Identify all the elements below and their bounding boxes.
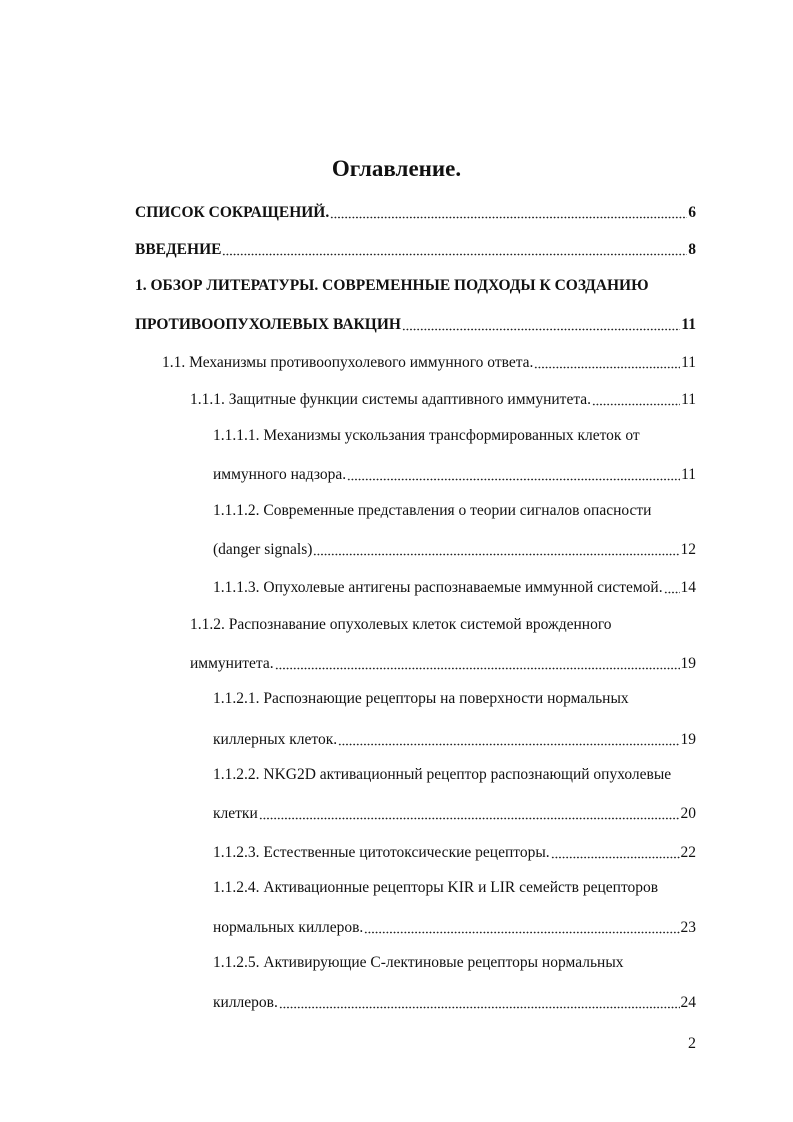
toc-entry-text-continued: (danger signals) bbox=[213, 541, 313, 558]
dot-leader bbox=[364, 918, 679, 934]
toc-entry-text[interactable]: 1.1.2.2. NKG2D активационный рецептор распознающий опухолевые bbox=[213, 766, 672, 783]
toc-entry-text[interactable]: 1.1.2.1. Распознающие рецепторы на поверхности нормальных bbox=[213, 690, 629, 707]
toc-entry-text-continued: ПРОТИВООПУХОЛЕВЫХ ВАКЦИН bbox=[135, 316, 401, 333]
toc-entry-text-continued: иммунитета. bbox=[190, 655, 274, 672]
toc-entry-text[interactable]: 1.1.1.1. Механизмы ускользания трансформированных клеток от bbox=[213, 427, 640, 444]
dot-leader bbox=[338, 730, 679, 746]
toc-entry-page: 19 bbox=[680, 731, 696, 748]
dot-leader bbox=[275, 654, 680, 670]
toc-entry-text: 1.1.1. Защитные функции системы адаптивного иммунитета. bbox=[190, 391, 592, 408]
dot-leader bbox=[402, 315, 680, 331]
toc-entry-text: ВВЕДЕНИЕ bbox=[135, 241, 222, 258]
toc-entry-1-1-1[interactable] bbox=[190, 388, 696, 410]
toc-entry-page: 20 bbox=[680, 805, 696, 822]
toc-entry-introduction[interactable] bbox=[135, 238, 696, 260]
toc-entry-page: 14 bbox=[680, 579, 696, 596]
toc-entry-page: 8 bbox=[688, 241, 696, 258]
dot-leader bbox=[259, 804, 680, 820]
dot-leader bbox=[534, 353, 680, 369]
toc-entry-1-1-2-3[interactable] bbox=[213, 841, 696, 863]
toc-entry-page: 24 bbox=[680, 994, 696, 1011]
toc-entry-page: 11 bbox=[681, 466, 696, 483]
page-number: 2 bbox=[688, 1035, 696, 1052]
dot-leader bbox=[222, 240, 687, 256]
dot-leader bbox=[592, 390, 680, 406]
page-title: Оглавление. bbox=[331, 156, 462, 181]
toc-entry-page: 22 bbox=[680, 844, 696, 861]
toc-entry-text[interactable]: 1.1.2.4. Активационные рецепторы KIR и LIR семейств рецепторов bbox=[213, 879, 659, 896]
toc-entry-text-continued: клетки bbox=[213, 805, 258, 822]
toc-entry-abbreviations[interactable] bbox=[135, 201, 696, 223]
toc-entry-text: 1.1. Механизмы противоопухолевого иммунного ответа. bbox=[162, 354, 534, 371]
dot-leader bbox=[664, 578, 680, 594]
dot-leader bbox=[279, 993, 680, 1009]
toc-entry-text: 1.1.2.3. Естественные цитотоксические рецепторы. bbox=[213, 844, 550, 861]
toc-entry-1-1-2-4[interactable] bbox=[213, 916, 696, 938]
toc-entry-1-1[interactable] bbox=[162, 351, 696, 373]
toc-entry-text[interactable]: 1. ОБЗОР ЛИТЕРАТУРЫ. СОВРЕМЕННЫЕ ПОДХОДЫ К СОЗДАНИЮ bbox=[135, 277, 649, 294]
dot-leader bbox=[551, 843, 680, 859]
toc-entry-1-1-1-3[interactable] bbox=[213, 576, 696, 598]
toc-entry-1-1-1-2[interactable] bbox=[213, 538, 696, 560]
dot-leader bbox=[330, 203, 687, 219]
toc-entry-text: СПИСОК СОКРАЩЕНИЙ. bbox=[135, 204, 330, 221]
toc-entry-page: 23 bbox=[680, 919, 696, 936]
toc-entry-page: 11 bbox=[681, 354, 696, 371]
toc-entry-text-continued: киллеров. bbox=[213, 994, 278, 1011]
toc-entry-1-1-2-1[interactable] bbox=[213, 728, 696, 750]
toc-entry-page: 11 bbox=[681, 316, 696, 333]
toc-entry-1-1-2-5[interactable] bbox=[213, 991, 696, 1013]
toc-entry-page: 12 bbox=[680, 541, 696, 558]
toc-entry-text: 1.1.1.3. Опухолевые антигены распознаваемые иммунной системой. bbox=[213, 579, 663, 596]
toc-entry-1-1-2-2[interactable] bbox=[213, 802, 696, 824]
toc-entry-1-1-2[interactable] bbox=[190, 652, 696, 674]
toc-entry-text-continued: нормальных киллеров. bbox=[213, 919, 364, 936]
toc-entry-literature-review[interactable] bbox=[135, 313, 696, 335]
dot-leader bbox=[313, 540, 679, 556]
toc-entry-page: 11 bbox=[681, 391, 696, 408]
toc-entry-page: 6 bbox=[688, 204, 696, 221]
dot-leader bbox=[347, 465, 680, 481]
toc-entry-1-1-1-1[interactable] bbox=[213, 463, 696, 485]
toc-entry-text-continued: иммунного надзора. bbox=[213, 466, 347, 483]
toc-entry-text-continued: киллерных клеток. bbox=[213, 731, 338, 748]
toc-entry-text[interactable]: 1.1.2.5. Активирующие С-лектиновые рецепторы нормальных bbox=[213, 954, 624, 971]
toc-entry-text[interactable]: 1.1.1.2. Современные представления о теории сигналов опасности bbox=[213, 502, 652, 519]
toc-entry-text[interactable]: 1.1.2. Распознавание опухолевых клеток системой врожденного bbox=[190, 616, 612, 633]
toc-entry-page: 19 bbox=[680, 655, 696, 672]
